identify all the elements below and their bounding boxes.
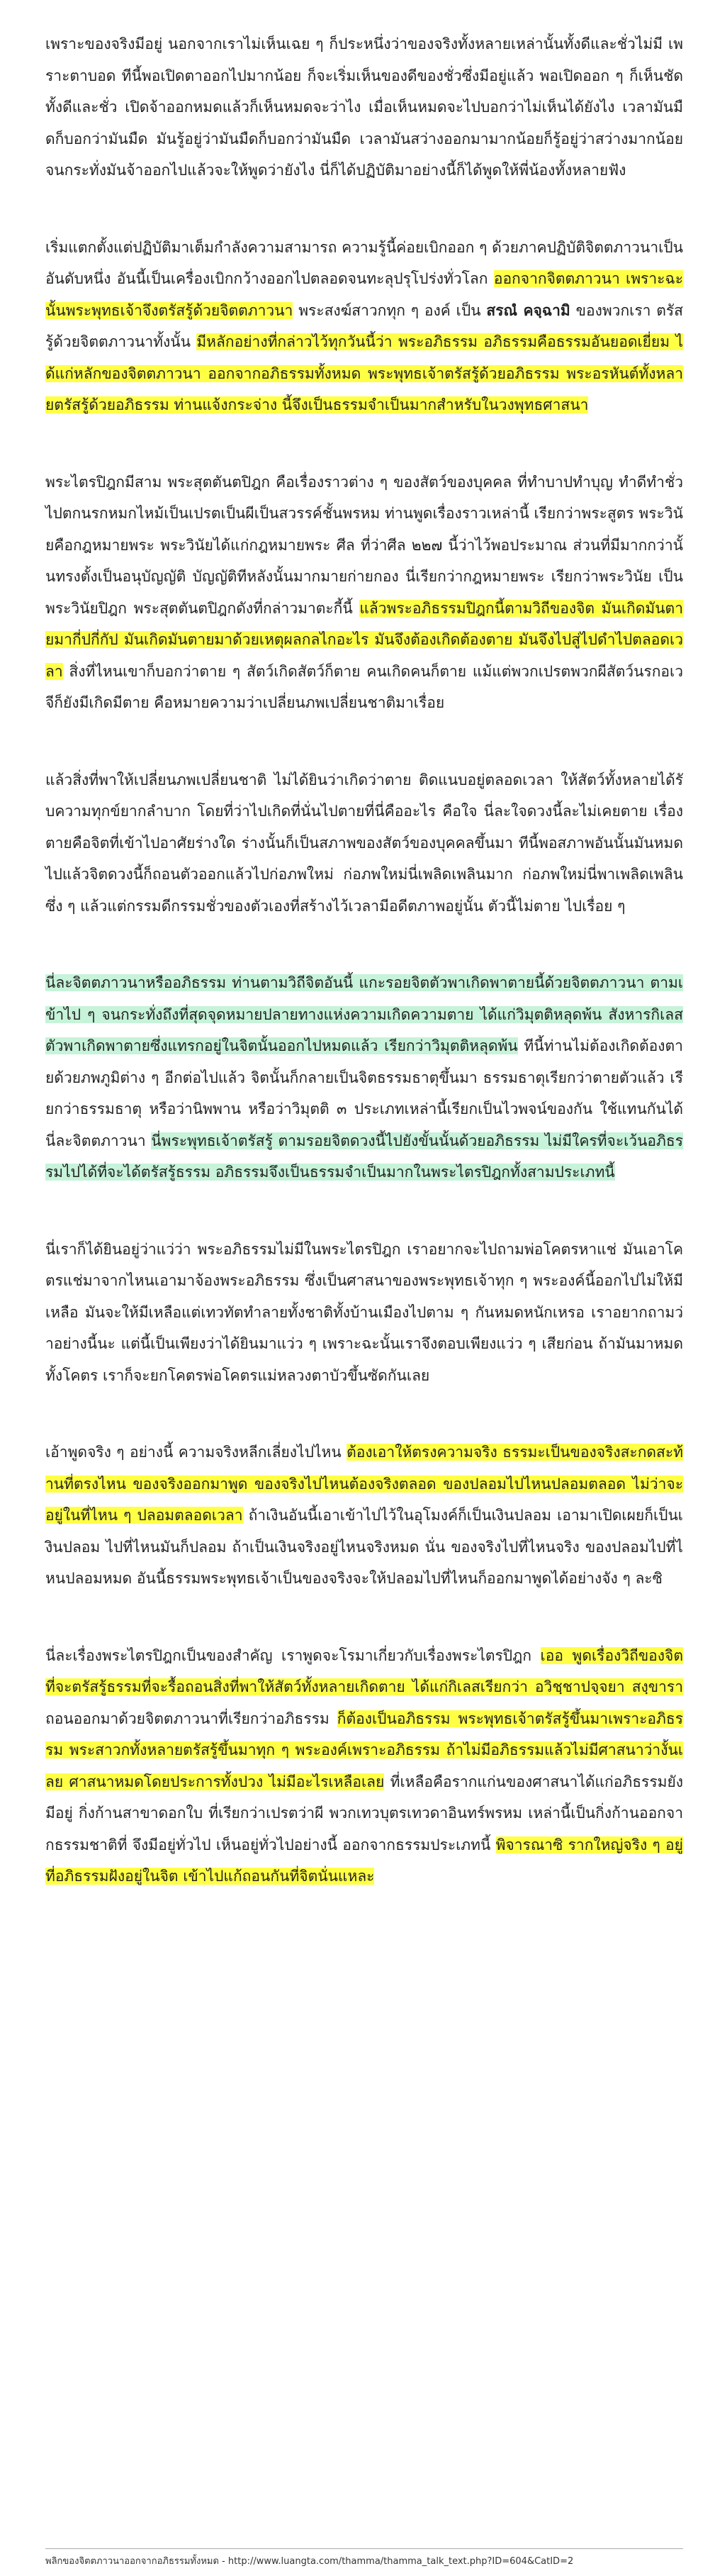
- text-segment: พระไตรปิฎกมีสาม พระสุตตันตปิฎก คือเรื่องราวต่าง ๆ ของสัตว์ของบุคคล ที่ทำบาปทำบุญ ทำดีทำชั่ว ไปตกนรกหมกไหม้เป็นเปรตเป็นผีเป็นสวรรค์ชั้นพรหม ท่านพูดเรื่องราวเหล่านี้ เรียกว่าพระสูตร พระวินัยคือกฎหมายพระ พระวินัยได้แก่กฎหมายพระ ศีล ที่ว่าศีล ๒๒๗ นี้ว่าไว้พอประมาณ ส่วนที่มีมากกว่านั้นทรงตั้งเป็นอนุบัญญัติ บัญญัติทีหลังนั้นมากมายก่ายกอง นี่เรียกว่ากฎหมายพระ เรียกว่าพระวินัย เป็นพระวินัยปิฎก พระสุตตันตปิฎกดังที่กล่าวมาตะกี้นี้: [45, 473, 683, 617]
- paragraph: [45, 1437, 683, 1595]
- paragraph: [45, 232, 683, 421]
- text-segment: เอ้าพูดจริง ๆ อย่างนี้ ความจริงหลีกเลี่ยงไปไหน: [45, 1444, 347, 1461]
- highlighted-text-segment: ออกจากจิตตภาวนา เพราะฉะนั้นพระพุทธเจ้าจึงตรัสรู้ด้วยจิตตภาวนา: [45, 270, 683, 319]
- bold-text-segment: สรณํ คจฺฉามิ: [486, 301, 570, 319]
- highlighted-text-segment: มีหลักอย่างที่กล่าวไว้ทุกวันนี้ว่า พระอภิธรรม อภิธรรมคือธรรมอันยอดเยี่ยม ได้แก่หลักของจิตตภาวนา ออกจากอภิธรรมทั้งหมด พระพุทธเจ้าตรัสรู้ด้วยอภิธรรม พระอรหันต์ทั้งหลายตรัสรู้ด้วยอภิธรรม ท่านแจ้งกระจ่าง นี้จึงเป็นธรรมจำเป็นมากสำหรับในวงพุทธศาสนา: [45, 333, 684, 413]
- text-segment: ของพวกเรา ตรัสรู้ด้วยจิตตภาวนาทั้งนั้น: [45, 301, 683, 350]
- paragraph: [45, 467, 683, 719]
- highlighted-text-segment: นี่ละจิตตภาวนาหรืออภิธรรม ท่านตามวิถีจิตอันนี้ แกะรอยจิตตัวพาเกิดพาตายนี้ด้วยจิตตภาวนา ตามเข้าไป ๆ จนกระทั่งถึงที่สุดจุดหมายปลายทางแห่งความเกิดความตาย ได้แก่วิมุตติหลุดพ้น สังหารกิเลสตัวพาเกิดพาตายซึ่งแทรกอยู่ในจิตนั้นออกไปหมดแล้ว เรียกว่าวิมุตติหลุดพ้น: [45, 974, 683, 1054]
- highlighted-text-segment: นี่พระพุทธเจ้าตรัสรู้ ตามรอยจิตดวงนี้ไปยังขั้นนั้นด้วยอภิธรรม ไม่มีใครที่จะเว้นอภิธรรมไปได้ที่จะได้ตรัสรู้ธรรม อภิธรรมจึงเป็นธรรมจำเป็นมากในพระไตรปิฎกทั้งสามประเภทนี้: [45, 1132, 683, 1181]
- text-segment: ถ้าเงินอันนี้เอาเข้าไปไว้ในอุโมงค์ก็เป็นเงินปลอม เอามาเปิดเผยก็เป็นเงินปลอม ไปที่ไหนมันก็ปลอม ถ้าเป็นเงินจริงอยู่ไหนจริงหมด นั่น ของจริงไปที่ไหนจริง ของปลอมไปที่ไหนปลอมหมด อันนี้ธรรมพระพุทธเจ้าเป็นของจริงจะให้ปลอมไปที่ไหนก็ออกมาพูดได้อย่างจัง ๆ ละซิ: [45, 1507, 683, 1587]
- text-segment: ทีนี้ท่านไม่ต้องเกิดต้องตายด้วยภพภูมิต่าง ๆ อีกต่อไปแล้ว จิตนั้นก็กลายเป็นจิตธรรมธาตุขึ้นมา ธรรมธาตุเรียกว่าตายตัวแล้ว เรียกว่าธรรมธาตุ หรือว่านิพพาน หรือว่าวิมุตติ ๓ ประเภทเหล่านี้เรียกเป็นไวพจน์ของกัน ใช้แทนกันได้ นี่ละจิตตภาวนา: [45, 1037, 683, 1149]
- highlighted-text-segment: ต้องเอาให้ตรงความจริง ธรรมะเป็นของจริงสะกดสะท้านที่ตรงไหน ของจริงออกมาพูด ของจริงไปไหนต้องจริงตลอด ของปลอมไปไหนปลอมตลอด ไม่ว่าจะอยู่ในที่ไหน ๆ ปลอมตลอดเวลา: [45, 1444, 683, 1524]
- paragraph: [45, 967, 683, 1188]
- text-segment: พระสงฆ์สาวกทุก ๆ องค์ เป็น: [293, 301, 487, 319]
- text-segment: ถอนออกมาด้วยจิตตภาวนาที่เรียกว่าอภิธรรม: [45, 1710, 337, 1727]
- highlighted-text-segment: ก็ต้องเป็นอภิธรรม พระพุทธเจ้าตรัสรู้ขึ้นมาเพราะอภิธรรม พระสาวกทั้งหลายตรัสรู้ขึ้นมาทุก ๆ พระองค์เพราะอภิธรรม ถ้าไม่มีอภิธรรมแล้วไม่มีศาสนาว่างั้นเลย ศาสนาหมดโดยประการทั้งปวง ไม่มีอะไรเหลือเลย: [45, 1710, 683, 1790]
- text-segment: แล้วสิ่งที่พาให้เปลี่ยนภพเปลี่ยนชาติ ไม่ได้ยินว่าเกิดว่าตาย ติดแนบอยู่ตลอดเวลา ให้สัตว์ทั้งหลายได้รับความทุกข์ยากลำบาก โดยที่ว่าไปเกิดที่นั่นไปตายที่นี่คืออะไร คือใจ นี่ละใจดวงนี้ละไม่เคยตาย เรื่องตายคือจิตที่เข้าไปอาศัยร่างใด ร่างนั้นก็เป็นสภาพของสัตว์ของบุคคลขึ้นมา ทีนี้พอสภาพอันนั้นมันหมดไปแล้วจิตดวงนี้ก็ถอนตัวออกแล้วไปก่อภพใหม่ ก่อภพใหม่นี่เพลิดเพลินมาก ก่อภพใหม่นี่พาเพลิดเพลินซึ่ง ๆ แล้วแต่กรรมดีกรรมชั่วของตัวเองที่สร้างไว้เวลามีอดีตภาพอยู่นั้น ตัวนี้ไม่ตาย ไปเรื่อย ๆ: [45, 771, 683, 915]
- highlighted-text-segment: เออ พูดเรื่องวิถีของจิต ที่จะตรัสรู้ธรรมที่จะรื้อถอนสิ่งที่พาให้สัตว์ทั้งหลายเกิดตาย ได้แก่กิเลสเรียกว่า อวิชฺชาปจฺจยา สงฺขารา: [45, 1646, 683, 1695]
- highlighted-text-segment: พิจารณาซิ รากใหญ่จริง ๆ อยู่ที่อภิธรรมฝังอยู่ในจิต เข้าไปแก้ถอนกันที่จิตนั่นแหละ: [45, 1836, 683, 1885]
- page-footer-source-url: พลิกของจิตตภาวนาออกจากอภิธรรมทั้งหมด - http://www.luangta.com/thamma/thamma_talk_text.php?ID=604&CatID=2: [45, 2548, 683, 2568]
- document-body: [45, 28, 683, 1938]
- paragraph: [45, 764, 683, 922]
- text-segment: นี่เราก็ได้ยินอยู่ว่าแว่ว่า พระอภิธรรมไม่มีในพระไตรปิฎก เราอยากจะไปถามพ่อโคตรหาแช่ มันเอาโคตรแช่มาจากไหนเอามาจ้องพระอภิธรรม ซึ่งเป็นศาสนาของพระพุทธเจ้าทุก ๆ พระองค์นี้ออกไปไม่ให้มีเหลือ มันจะให้มีเหลือแต่เทวทัตทำลายทั้งชาติทั้งบ้านเมืองไปตาม ๆ กันหมดหนักเหรอ เราอยากถามว่าอย่างนี้นะ แต่นี้เป็นเพียงว่าได้ยินมาแว่ว ๆ เพราะฉะนั้นเราจึงตอบเพียงแว่ว ๆ เสียก่อน ถ้ามันมาหมดทั้งโคตร เราก็จะยกโคตรพ่อโคตรแม่หลวงตาบัวขึ้นซัดกันเลย: [45, 1240, 683, 1384]
- highlighted-text-segment: แล้วพระอภิธรรมปิฎกนี้ตามวิถีของจิต มันเกิดมันตายมากี่ปกี่กัป มันเกิดมันตายมาด้วยเหตุผลกลไกอะไร มันจึงต้องเกิดต้องตาย มันจึงไปสู่ไปดำไปตลอดเวลา: [45, 599, 683, 680]
- paragraph: [45, 1234, 683, 1392]
- text-segment: นี่ละเรื่องพระไตรปิฎกเป็นของสำคัญ เราพูดจะโรมาเกี่ยวกับเรื่องพระไตรปิฎก: [45, 1646, 541, 1664]
- paragraph: [45, 1640, 683, 1892]
- text-segment: ที่เหลือคือรากแก่นของศาสนาได้แก่อภิธรรมยังมีอยู่ กิ่งก้านสาขาดอกใบ ที่เรียกว่าเปรตว่าผี พวกเทวบุตรเทวดาอินทร์พรหม เหล่านี้เป็นกิ่งก้านออกจากธรรมชาติที่ จึงมีอยู่ทั่วไป เห็นอยู่ทั่วไปอย่างนี้ ออกจากธรรมประเภทนี้: [45, 1773, 684, 1853]
- paragraph: [45, 28, 683, 186]
- text-segment: เริ่มแตกตั้งแต่ปฏิบัติมาเต็มกำลังความสามารถ ความรู้นี้ค่อยเบิกออก ๆ ด้วยภาคปฏิบัติจิตตภาวนาเป็นอันดับหนึ่ง อันนี้เป็นเครื่องเบิกกว้างออกไปตลอดจนทะลุปรุโปร่งทั่วโลก: [45, 238, 683, 287]
- text-segment: สิ่งที่ไหนเขาก็บอกว่าตาย ๆ สัตว์เกิดสัตว์ก็ตาย คนเกิดคนก็ตาย แม้แต่พวกเปรตพวกผีสัตว์นรกอเวจีก็ยังมีเกิดมีตาย คือหมายความว่าเปลี่ยนภพเปลี่ยนชาติมาเรื่อย: [45, 662, 683, 711]
- text-segment: เพราะของจริงมีอยู่ นอกจากเราไม่เห็นเฉย ๆ ก็ประหนึ่งว่าของจริงทั้งหลายเหล่านั้นทั้งดีและชั่วไม่มี เพราะตาบอด ทีนี้พอเปิดตาออกไปมากน้อย ก็จะเริ่มเห็นของดีของชั่วซึ่งมีอยู่แล้ว พอเปิดออก ๆ ก็เห็นชัดทั้งดีและชั่ว เปิดจ้าออกหมดแล้วก็เห็นหมดจะว่าไง เมื่อเห็นหมดจะไปบอกว่าไม่เห็นได้ยังไง เวลามันมืดก็บอกว่ามันมืด มันรู้อยู่ว่ามันมืดก็บอกว่ามันมืด เวลามันสว่างออกมามากน้อยก็รู้อยู่ว่าสว่างมากน้อย จนกระทั่งมันจ้าออกไปแล้วจะให้พูดว่ายังไง นี่ก็ได้ปฏิบัติมาอย่างนี้ก็ได้พูดให้พี่น้องทั้งหลายฟัง: [45, 35, 683, 179]
